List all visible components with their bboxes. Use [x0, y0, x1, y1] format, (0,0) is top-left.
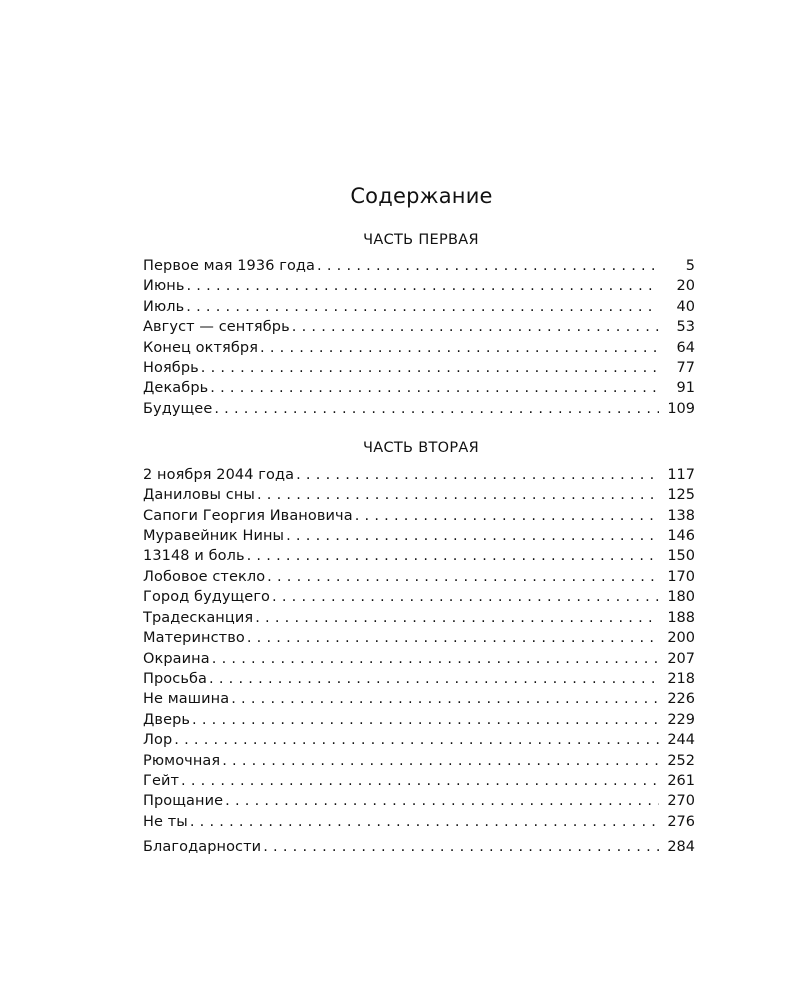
- toc-entry[interactable]: [143, 297, 695, 317]
- toc-entry[interactable]: [143, 669, 695, 689]
- toc-entry[interactable]: [143, 710, 695, 730]
- toc-entry-title: Лобовое стекло: [143, 569, 266, 585]
- toc-entry-title: Июль: [143, 299, 185, 315]
- toc-entry-title: Просьба: [143, 671, 208, 687]
- toc-entry-page: 244: [659, 730, 695, 750]
- toc-entry-page: 226: [659, 689, 695, 709]
- toc-entry-page: 270: [659, 791, 695, 811]
- toc-entry[interactable]: [143, 338, 695, 358]
- toc-entry-page: 207: [659, 649, 695, 669]
- dot-leader: [265, 567, 659, 587]
- toc-entry-title: 13148 и боль: [143, 548, 245, 564]
- toc-entry-page: 125: [659, 485, 695, 505]
- toc-entry-page: 40: [659, 297, 695, 317]
- toc-entry-page: 117: [659, 465, 695, 485]
- toc-entry-title: Сапоги Георгия Ивановича: [143, 508, 353, 524]
- part-heading-1: ЧАСТЬ ПЕРВАЯ: [363, 232, 479, 248]
- toc-entry[interactable]: [143, 358, 695, 378]
- dot-leader: [188, 812, 659, 832]
- toc-entry-title: Лор: [143, 732, 173, 748]
- toc-entry-title: Ноябрь: [143, 360, 199, 376]
- toc-entry-title: Рюмочная: [143, 753, 221, 769]
- toc-entry-title: Муравейник Нины: [143, 528, 285, 544]
- toc-entry-page: 53: [659, 317, 695, 337]
- dot-leader: [284, 526, 659, 546]
- dot-leader: [199, 358, 659, 378]
- toc-entry-title: Первое мая 1936 года: [143, 258, 316, 274]
- toc-entry-title: Июнь: [143, 278, 185, 294]
- toc-entry[interactable]: [143, 649, 695, 669]
- dot-leader: [229, 689, 659, 709]
- toc-entry[interactable]: [143, 587, 695, 607]
- toc-entry[interactable]: [143, 771, 695, 791]
- toc-entry-page: 261: [659, 771, 695, 791]
- toc-entry[interactable]: [143, 276, 695, 296]
- toc-entry-title: Гейт: [143, 773, 180, 789]
- dot-leader: [212, 399, 659, 419]
- dot-leader: [258, 338, 659, 358]
- dot-leader: [190, 710, 659, 730]
- toc-entry-title: Даниловы сны: [143, 487, 255, 503]
- dot-leader: [245, 546, 659, 566]
- toc-entry[interactable]: [143, 628, 695, 648]
- dot-leader: [220, 751, 659, 771]
- toc-entry[interactable]: [143, 465, 695, 485]
- toc-entry-title: Благодарности: [143, 839, 262, 855]
- toc-entry-page: 200: [659, 628, 695, 648]
- toc-entry-page: 180: [659, 587, 695, 607]
- toc-entry-page: 138: [659, 506, 695, 526]
- toc-entry[interactable]: [143, 506, 695, 526]
- toc-entry-title: Август — сентябрь: [143, 319, 290, 335]
- toc-entry[interactable]: [143, 751, 695, 771]
- toc-entry-page: 5: [659, 256, 695, 276]
- toc-entry-page: 91: [659, 378, 695, 398]
- toc-entry[interactable]: [143, 546, 695, 566]
- toc-entry-page: 77: [659, 358, 695, 378]
- dot-leader: [315, 256, 659, 276]
- toc-entry-page: 170: [659, 567, 695, 587]
- toc-entry[interactable]: [143, 567, 695, 587]
- dot-leader: [223, 791, 659, 811]
- dot-leader: [184, 276, 659, 296]
- dot-leader: [179, 771, 659, 791]
- toc-entry-page: 252: [659, 751, 695, 771]
- dot-leader: [261, 837, 659, 857]
- toc-entry[interactable]: [143, 689, 695, 709]
- toc-entry[interactable]: [143, 256, 695, 276]
- toc-entry-afterword[interactable]: [143, 837, 695, 857]
- dot-leader: [253, 608, 659, 628]
- toc-entry-title: Прощание: [143, 793, 224, 809]
- toc-entry-page: 109: [659, 399, 695, 419]
- toc-entry-title: 2 ноября 2044 года: [143, 467, 295, 483]
- dot-leader: [270, 587, 659, 607]
- toc-entry[interactable]: [143, 485, 695, 505]
- dot-leader: [245, 628, 659, 648]
- dot-leader: [207, 669, 659, 689]
- toc-entry-page: 64: [659, 338, 695, 358]
- toc-entry[interactable]: [143, 608, 695, 628]
- dot-leader: [255, 485, 659, 505]
- toc-entry-page: 284: [659, 837, 695, 857]
- toc-entry-title: Будущее: [143, 401, 213, 417]
- toc-entry-page: 188: [659, 608, 695, 628]
- toc-entry-title: Не ты: [143, 814, 188, 830]
- toc-entry-page: 218: [659, 669, 695, 689]
- dot-leader: [353, 506, 659, 526]
- toc-entry-title: Дверь: [143, 712, 191, 728]
- toc-entry[interactable]: [143, 317, 695, 337]
- dot-leader: [210, 649, 659, 669]
- dot-leader: [290, 317, 659, 337]
- toc-entry-title: Конец октября: [143, 340, 259, 356]
- part-heading-2: ЧАСТЬ ВТОРАЯ: [363, 440, 479, 456]
- dot-leader: [208, 378, 659, 398]
- toc-entry-title: Город будущего: [143, 589, 271, 605]
- toc-entry-title: Окраина: [143, 651, 210, 667]
- toc-entry-title: Не машина: [143, 691, 230, 707]
- toc-entry[interactable]: [143, 526, 695, 546]
- dot-leader: [184, 297, 659, 317]
- toc-entry-page: 229: [659, 710, 695, 730]
- page-title: Содержание: [350, 184, 493, 208]
- toc-entry-title: Традесканция: [143, 610, 254, 626]
- toc-entry-title: Декабрь: [143, 380, 209, 396]
- toc-entry-page: 20: [659, 276, 695, 296]
- dot-leader: [294, 465, 659, 485]
- toc-entry-page: 276: [659, 812, 695, 832]
- dot-leader: [172, 730, 659, 750]
- toc-entry[interactable]: [143, 730, 695, 750]
- toc-entry-title: Материнство: [143, 630, 245, 646]
- toc-entry-page: 146: [659, 526, 695, 546]
- toc-entry[interactable]: [143, 399, 695, 419]
- toc-entry-page: 150: [659, 546, 695, 566]
- toc-entry[interactable]: [143, 378, 695, 398]
- toc-entry[interactable]: [143, 812, 695, 832]
- toc-entry[interactable]: [143, 791, 695, 811]
